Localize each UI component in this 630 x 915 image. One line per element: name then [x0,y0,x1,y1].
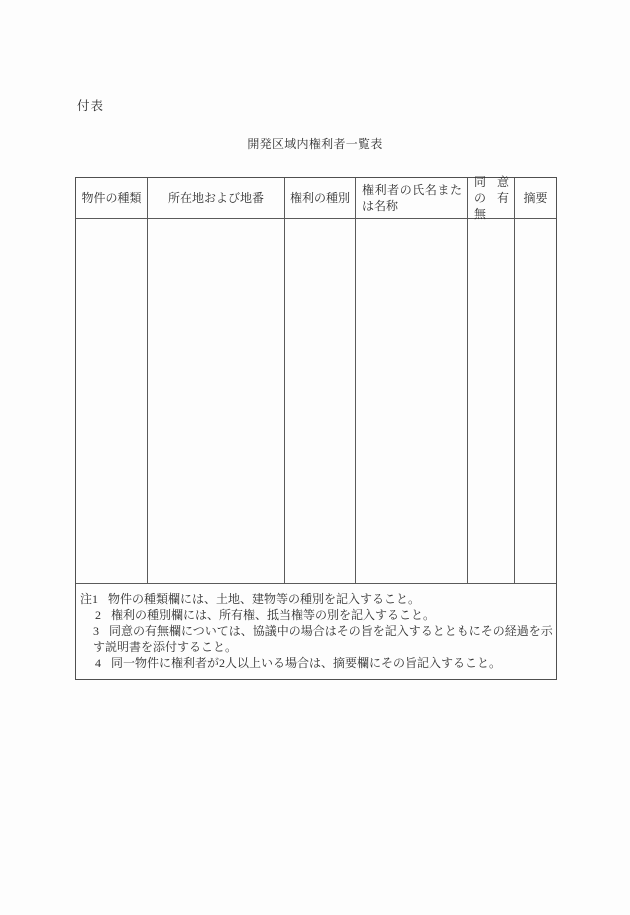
note-1-number: 注1 [80,592,99,606]
body-cell-right-type [285,219,356,584]
note-4 [80,655,554,671]
column-header-location-label: 所在地および地番 [167,191,264,205]
body-cell-consent [468,219,515,584]
note-3-number: 3 [93,624,99,638]
column-header-right-type [285,178,356,219]
note-4-number: 4 [95,656,101,670]
note-1-text: 物件の種類欄には、土地、建物等の種別を記入すること。 [108,592,421,606]
note-4-text: 同一物件に権利者が2人以上いる場合は、摘要欄にその旨記入すること。 [111,656,502,670]
body-cell-remarks [515,219,556,584]
note-2 [80,607,554,623]
note-1 [80,591,554,607]
note-3 [80,623,554,655]
column-header-holder-name-label: 権利者の氏名または名称 [362,183,462,213]
document-title: 開発区域内権利者一覧表 [247,137,383,151]
column-header-holder-name [356,178,468,219]
body-cell-location-lot-number [148,219,285,584]
column-header-remarks [515,178,556,219]
column-header-consent-label: 同意の有無 [474,175,509,221]
body-cell-holder-name [356,219,468,584]
column-header-right-type-label: 権利の種別 [289,191,350,205]
column-header-property-type-label: 物件の種類 [81,191,142,205]
column-header-location-lot-number [148,178,285,219]
rights-holders-table [75,177,557,680]
column-header-property-type [76,178,148,219]
column-header-consent [468,175,515,221]
column-header-remarks-label: 摘要 [523,191,548,205]
appendix-label: 付表 [77,99,105,113]
note-2-number: 2 [95,608,101,622]
note-3-text: 同意の有無欄については、協議中の場合はその旨を記入するとともにその経過を示す説明書を添付すること。 [93,624,553,654]
table-notes [76,584,556,679]
body-cell-property-type [76,219,148,584]
note-2-text: 権利の種別欄には、所有権、抵当権等の別を記入すること。 [111,608,436,622]
